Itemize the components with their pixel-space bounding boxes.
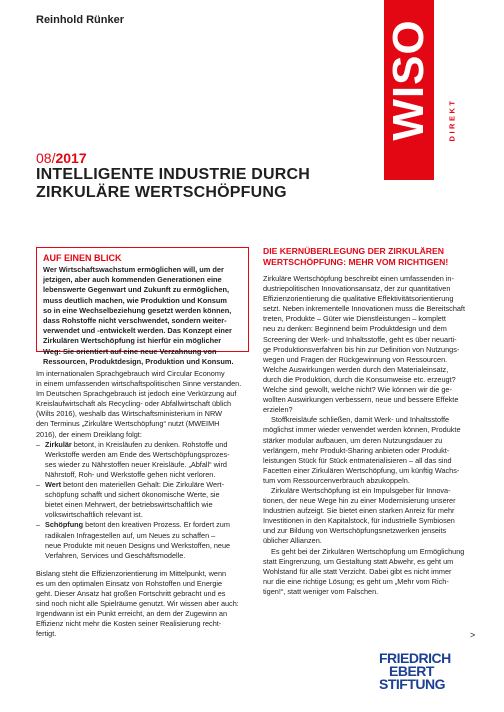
text-line: Wohlstand für alle statt Verzicht. Dabei gibt es nicht immer	[263, 566, 452, 576]
direkt-logo-text: DIREKT	[447, 98, 457, 142]
right-column	[263, 274, 477, 597]
summary-line: verwendet und -entwickelt werden. Das Konzept einer	[43, 326, 232, 336]
text-line: Effizienzorientierung die qualitative Effektivitätsorientierung	[263, 294, 454, 304]
text-line: Welche Auswirkungen werden durch den Materialeinsatz,	[263, 364, 449, 374]
list-item	[36, 440, 254, 480]
text-line: Zirkuläre Wertschöpfung beschreibt einen umfassenden in-	[263, 274, 454, 283]
heading-line: WERTSCHÖPFUNG: MEHR VOM RICHTIGEN!	[263, 257, 449, 267]
paragraph-4	[263, 547, 477, 597]
summary-box	[36, 247, 249, 366]
text-line: neu zu denken: Beginnend beim Produktdesign und dem	[263, 324, 447, 334]
section-heading	[263, 246, 475, 268]
definition-list	[36, 440, 254, 561]
text-line: den Terminus „Zirkuläre Wertschöpfung“ nutzt (MWEIMH	[36, 419, 220, 429]
text-line: Es geht bei der Zirkulären Wertschöpfung um Ermöglichung	[271, 546, 465, 556]
text-line: wegen und Fragen der Rückgewinnung von Ressourcen.	[263, 354, 448, 364]
logo-line: FRIEDRICH	[379, 650, 451, 666]
bullet-term: Schöpfung	[45, 520, 84, 530]
text-line: setzt. Neben inkrementelle Innovationen muss die Bereitschaft	[263, 304, 465, 314]
text-line: dustriepolitischen Innovationsansatz, der zur quantitativen	[263, 284, 451, 294]
text-line: Facetten einer Zirkulären Wertschöpfung, um künftig Wachs-	[263, 465, 460, 475]
summary-line: dass Rohstoffe nicht verschwendet, sondern weiter-	[43, 316, 227, 326]
closing-paragraph	[36, 569, 254, 640]
next-page-arrow-icon: >	[470, 630, 476, 640]
text-line: Verfahren, Services und Geschäftsmodelle.	[45, 550, 186, 560]
text-line: betont, in Kreisläufen zu denken. Rohstoffe und	[71, 439, 228, 449]
text-line: bietet einen Mehrwert, der betriebswirtschaftlich wie	[45, 500, 213, 510]
text-line: möglichst immer wieder verwendet werden können, Produkte	[263, 425, 461, 435]
text-line: Im internationalen Sprachgebrauch wird Circular Economy	[36, 369, 225, 378]
text-line: sind noch nicht alle Spielräume genutzt. Wir wissen aber auch:	[36, 599, 239, 609]
text-line: verlängern, mehr Produkt-Sharing anbieten oder Produkt-	[263, 445, 450, 455]
intro-paragraph	[36, 369, 254, 440]
text-line: tionen, der neue Wege hin zu einer Modernisierung unserer	[263, 496, 456, 506]
text-line: üblicher Allianzen.	[263, 536, 322, 546]
text-line: treten, Produkte – Güter wie Dienstleistungen – komplett	[263, 314, 446, 324]
summary-line: lebenswerte Gegenwart und Zukunft zu ermöglichen,	[43, 285, 230, 295]
text-line: fertigt.	[36, 629, 57, 639]
text-line: Werkstoffe werden am Ende des Wertschöpfungsprozes-	[45, 449, 230, 459]
text-line: geht. Dieser Ansatz hat großen Fortschritt gebracht und es	[36, 588, 226, 598]
text-line: 2016), der einem Dreiklang folgt:	[36, 429, 142, 439]
wiso-logo-text: WISO	[384, 19, 433, 141]
summary-line: muss deutlich machen, wie Produktion und Konsum	[43, 295, 227, 305]
text-line: wollten Auswirkungen verbessern, neue und bessere Effekte	[263, 395, 459, 405]
text-line: tigen!“, statt weniger vom Falschen.	[263, 586, 379, 596]
text-line: leistungen Stück für Stück entmaterialisieren – all das sind	[263, 455, 452, 465]
list-item	[36, 480, 254, 520]
summary-line: jetzigen, aber auch kommenden Generationen eine	[43, 275, 222, 285]
text-line: (Wilts 2016), weshalb das Wirtschaftsministerium in NRW	[36, 409, 222, 419]
text-line: schöpfung schafft und sichert ökonomische Werte, sie	[45, 490, 220, 500]
summary-line: Zirkulären Wertschöpfung ist hierfür ein möglicher	[43, 336, 222, 346]
title-line: ZIRKULÄRE WERTSCHÖPFUNG	[36, 184, 287, 201]
logo-line: STIFTUNG	[379, 676, 445, 692]
text-line: Nährstoff, Roh- und Werkstoffe gehen nicht verloren.	[45, 469, 216, 479]
text-line: Investitionen in den Kapitalstock, für industrielle Symbiosen	[263, 516, 455, 526]
paragraph-2	[263, 415, 477, 486]
issue-year: 2017	[55, 150, 87, 166]
left-column	[36, 369, 254, 639]
summary-line: Weg: Sie orientiert auf eine neue Verzahnung von	[43, 346, 217, 356]
summary-line: so in eine Wechselbeziehung gesetzt werden können,	[43, 305, 232, 315]
fes-logo	[379, 652, 475, 691]
issue-no: 08/	[36, 150, 56, 166]
text-line: betont den materiellen Gehalt: Die Zirkuläre Wert-	[61, 480, 224, 490]
text-line: tum vom Ressourcenverbrauch abzukoppeln.	[263, 475, 410, 485]
text-line: neue Produkte mit neuen Designs und Werkstoffen, neue	[45, 540, 231, 550]
summary-line: Wer Wirtschaftswachstum ermöglichen will, um der	[43, 265, 224, 274]
list-item	[36, 520, 254, 560]
logo-line: EBERT	[389, 663, 434, 679]
issue-number	[36, 150, 87, 166]
summary-box-title: AUF EINEN BLICK	[43, 253, 122, 263]
text-line: nur die eine richtige Lösung; es geht um „Mehr vom Rich-	[263, 576, 449, 586]
text-line: Stoffkreisläufe schließen, damit Werk- und Inhaltsstoffe	[271, 415, 450, 425]
page-title	[36, 166, 310, 202]
title-line: INTELLIGENTE INDUSTRIE DURCH	[36, 166, 311, 183]
text-line: Kreislaufwirtschaft als Recycling- oder Abfallwirtschaft üblich	[36, 399, 232, 409]
text-line: Screening der Werk- und Inhaltsstoffe, geht es über neuarti-	[263, 334, 457, 344]
paragraph-1	[263, 274, 477, 415]
text-line: Irgendwann ist ein Punkt erreicht, an dem der Zugewinn an	[36, 609, 228, 619]
text-line: statt Eingrenzung, um Gestaltung statt Abwehr, es geht um	[263, 556, 454, 566]
text-line: Bislang steht die Effizienzorientierung im Mittelpunkt, wenn	[36, 568, 227, 578]
text-line: Zirkuläre Wertschöpfung ist ein Impulsgeber für Innova-	[271, 485, 451, 495]
text-line: in einem umfassenden wirtschaftspolitischen Sinne verstanden.	[36, 379, 242, 389]
text-line: betont den kreativen Prozess. Er fordert zum	[83, 520, 230, 530]
author-name: Reinhold Rünker	[36, 14, 125, 26]
bullet-term: Wert	[45, 480, 62, 490]
text-line: erzielen?	[263, 405, 293, 415]
text-line: volkswirtschaftlich relevant ist.	[45, 510, 143, 520]
text-line: Welche sind gewollt, welche nicht? Wie können wir die ge-	[263, 385, 452, 395]
text-line: ses wieder zu Nährstoffen neuer Kreisläufe. „Abfall“ wird	[45, 459, 227, 469]
text-line: stärker modular aufbauen, um deren Nutzungsdauer zu	[263, 435, 443, 445]
summary-line: Ressourcen, Produktdesign, Produktion und Konsum.	[43, 356, 234, 366]
text-line: es um den optimalen Einsatz von Rohstoffen und Energie	[36, 578, 223, 588]
heading-line: DIE KERNÜBERLEGUNG DER ZIRKULÄREN	[263, 246, 444, 256]
text-line: Effizienz nicht mehr die Kosten seiner Realisierung recht-	[36, 619, 222, 629]
bullet-term: Zirkulär	[45, 439, 72, 449]
paragraph-3	[263, 486, 477, 547]
text-line: Im Deutschen Sprachgebrauch ist jedoch eine Verkürzung auf	[36, 389, 237, 399]
text-line: radikalen Infragestellen auf, um Neues zu schaffen –	[45, 530, 216, 540]
text-line: Industrien aufzeigt. Sie bietet einen starken Anreiz für mehr	[263, 506, 455, 516]
text-line: durch die Produktion, durch die Konsumweise etc. erzeugt?	[263, 374, 456, 384]
summary-box-text	[43, 265, 242, 367]
text-line: und zur Bildung von Wertschöpfungsnetzwerken jenseits	[263, 526, 447, 536]
text-line: ge Produktionsverfahren bis hin zur Definition von Nutzungs-	[263, 344, 460, 354]
